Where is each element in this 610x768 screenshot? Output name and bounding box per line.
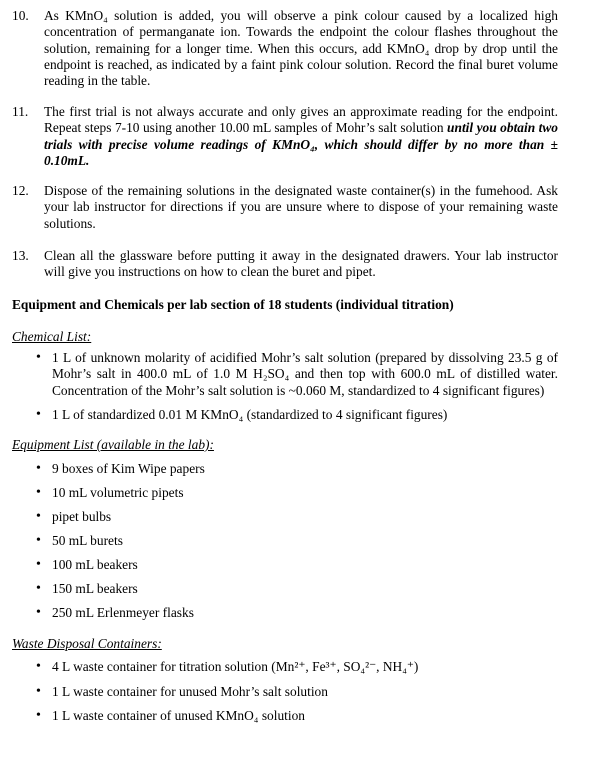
list-item: • pipet bulbs — [36, 509, 112, 524]
step-text: As KMnO₄ solution is added, you will observe a pink colour caused by a localized high concentration of permanganate ion. Towards the endpoint the colour flashes throughout the solution, remaining for a longer time. When this occurs, add KMnO₄ drop by drop until the endpoint is reached, as indicated by a faint pink colour solution. Record the final buret volume reading in the table. — [44, 8, 558, 89]
step-number: 13. — [12, 248, 29, 263]
step-text-emphasis: until you obtain two trials with precise volume readings of KMnO₄, which should differ by no more than ± 0.10mL. — [44, 120, 558, 168]
step-11 — [12, 104, 558, 169]
bullet-icon: • — [36, 350, 41, 365]
step-number: 11. — [12, 104, 29, 119]
step-13 — [12, 248, 558, 281]
step-text-normal: The first trial is not always accurate and only gives an approximate reading for the endpoint. Repeat steps 7-10 using another 10.00 mL samples of Mohr’s salt solution — [44, 104, 558, 136]
list-item: • 4 L waste container for titration solution (Mn²⁺, Fe³⁺, SO₄²⁻, NH₄⁺) — [36, 659, 419, 674]
list-item: • 100 mL beakers — [36, 557, 138, 572]
bullet-icon: • — [36, 407, 41, 422]
bullet-icon: • — [36, 509, 41, 524]
list-item: • 50 mL burets — [36, 533, 123, 548]
bullet-icon: • — [36, 485, 41, 500]
bullet-icon: • — [36, 557, 41, 572]
bullet-icon: • — [36, 581, 41, 596]
list-item: • 1 L waste container for unused Mohr’s salt solution — [36, 684, 328, 699]
equipment-heading: Equipment and Chemicals per lab section of 18 students (individual titration) — [12, 297, 454, 312]
list-item: • 250 mL Erlenmeyer flasks — [36, 605, 194, 620]
equipment-list-title: Equipment List (available in the lab): — [12, 437, 214, 452]
list-item: • 1 L of unknown molarity of acidified Mohr’s salt solution (prepared by dissolving 23.5 g of Mohr’s salt in 400.0 mL of 1.0 M H₂SO₄ and then top with 600.0 mL of distilled water. Concentration of the Mohr’s salt solution is ~0.060 M, standardized to 4 significant figures) — [36, 350, 558, 398]
bullet-icon: • — [36, 659, 41, 674]
step-number: 12. — [12, 183, 29, 198]
waste-list-title: Waste Disposal Containers: — [12, 636, 162, 651]
step-12 — [12, 183, 558, 232]
bullet-icon: • — [36, 605, 41, 620]
bullet-icon: • — [36, 533, 41, 548]
list-item: • 1 L of standardized 0.01 M KMnO₄ (standardized to 4 significant figures) — [36, 407, 448, 422]
step-text: Clean all the glassware before putting it away in the designated drawers. Your lab instructor will give you instructions on how to clean the buret and pipet. — [44, 248, 558, 280]
bullet-icon: • — [36, 708, 41, 723]
bullet-icon: • — [36, 461, 41, 476]
step-text — [44, 104, 558, 169]
chemical-list-title: Chemical List: — [12, 329, 92, 344]
list-item: • 9 boxes of Kim Wipe papers — [36, 461, 205, 476]
step-10 — [12, 8, 558, 89]
list-item: • 1 L waste container of unused KMnO₄ solution — [36, 708, 305, 723]
step-text: Dispose of the remaining solutions in the designated waste container(s) in the fumehood. Ask your lab instructor for directions if you are unsure where to dispose of your remaining waste solutions. — [44, 183, 558, 231]
list-item: • 150 mL beakers — [36, 581, 138, 596]
bullet-icon: • — [36, 684, 41, 699]
step-number: 10. — [12, 8, 29, 23]
list-item: • 10 mL volumetric pipets — [36, 485, 184, 500]
